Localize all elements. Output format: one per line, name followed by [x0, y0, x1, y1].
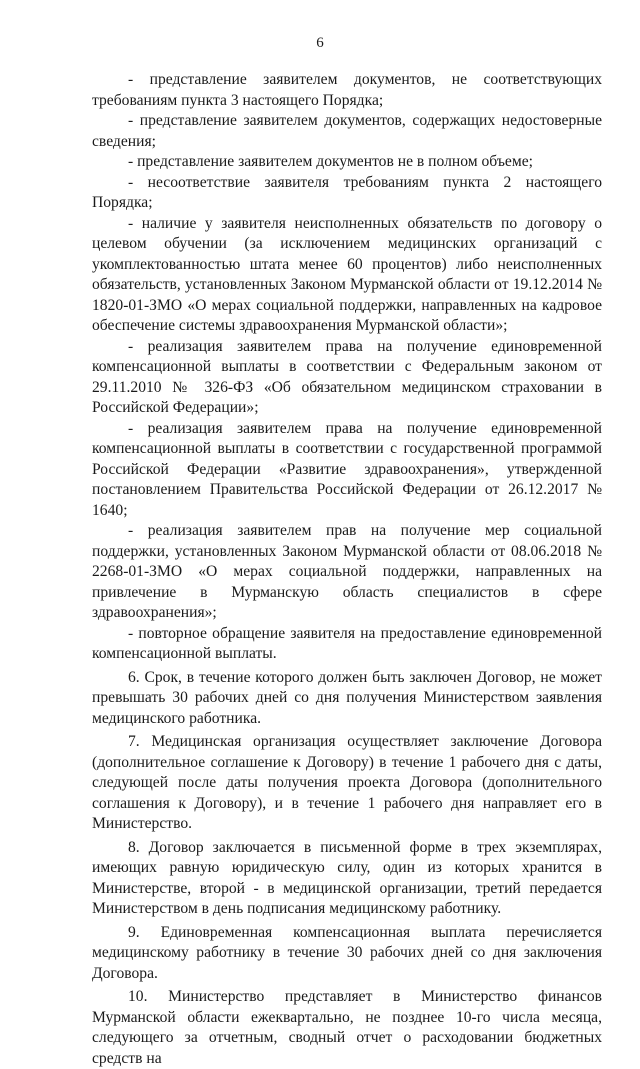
refusal-reason-item: - несоответствие заявителя требованиям пункта 2 настоящего Порядка;: [92, 173, 602, 211]
clause-9: 9. Единовременная компенсационная выплата перечисляется медицинскому работнику в течение 30 рабочих дней со дня заключения Договора.: [92, 923, 602, 982]
page-number: 6: [316, 35, 324, 51]
document-body: [92, 70, 602, 1069]
refusal-reason-item: - реализация заявителем права на получение единовременной компенсационной выплаты в соответствии с государственной программой Российской Федерации «Развитие здравоохранения», утвержденной постановлением Правительства Российской Федерации от 26.12.2017 № 1640;: [92, 419, 602, 519]
clause-10: 10. Министерство представляет в Министерство финансов Мурманской области ежеквартально, не позднее 10-го числа месяца, следующего за отчетным, сводный отчет о расходовании бюджетных средств на: [92, 988, 602, 1067]
refusal-reason-item: - повторное обращение заявителя на предоставление единовременной компенсационной выплаты.: [92, 624, 602, 662]
refusal-reason-item: - реализация заявителем права на получение единовременной компенсационной выплаты в соответствии с Федеральным законом от 29.11.2010 № 326-ФЗ «Об обязательном медицинском страховании в Российской Федерации»;: [92, 337, 602, 416]
refusal-reason-item: - наличие у заявителя неисполненных обязательств по договору о целевом обучении (за исключением медицинских организаций с укомплектованностью штата менее 60 процентов) либо неисполненных обязательств, установленных Законом Мурманской области от 19.12.2014 № 1820-01-ЗМО «О мерах социальной поддержки, направленных на кадровое обеспечение системы здравоохранения Мурманской области»;: [92, 214, 602, 334]
clause-8: 8. Договор заключается в письменной форме в трех экземплярах, имеющих равную юридическую силу, один из которых хранится в Министерстве, второй - в медицинской организации, третий передается Министерством в день подписания медицинскому работнику.: [92, 838, 602, 917]
clause-6: 6. Срок, в течение которого должен быть заключен Договор, не может превышать 30 рабочих дней со дня получения Министерством заявления медицинского работника.: [92, 668, 602, 727]
refusal-reason-item: - представление заявителем документов, содержащих недостоверные сведения;: [92, 112, 602, 150]
refusal-reason-item: - реализация заявителем прав на получение мер социальной поддержки, установленных Законом Мурманской области от 08.06.2018 № 2268-01-ЗМО «О мерах социальной поддержки, направленных на привлечение в Мурманскую область специалистов в сфере здравоохранения»;: [92, 522, 602, 621]
refusal-reason-item: - представление заявителем документов не в полном объеме;: [128, 153, 533, 170]
refusal-reason-item: - представление заявителем документов, не соответствующих требованиям пункта 3 настоящего Порядка;: [92, 71, 602, 109]
clause-7: 7. Медицинская организация осуществляет заключение Договора (дополнительное соглашение к Договору) в течение 1 рабочего дня с даты, следующей после даты получения проекта Договора (дополнительного соглашения к Договору), и в течение 1 рабочего дня направляет его в Министерство.: [92, 733, 602, 832]
